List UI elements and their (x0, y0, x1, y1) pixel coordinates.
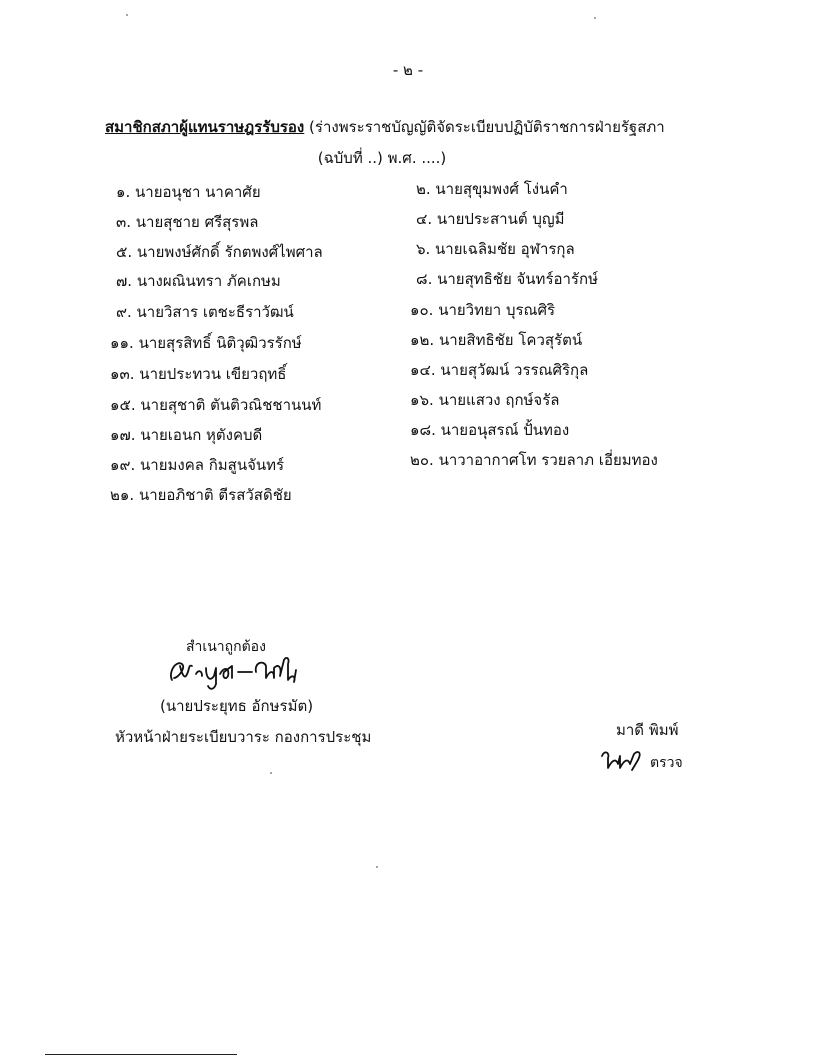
heading-bill-edition: (ฉบับที่ ..) พ.ศ. ....) (317, 149, 447, 167)
member-item: ๘. นายสุทธิชัย จันทร์อารักษ์ (416, 270, 598, 288)
heading-title: สมาชิกสภาผู้แทนราษฎรรับรอง (105, 118, 305, 136)
member-item: ๑๕. นายสุชาติ ตันติวณิชชานนท์ (110, 396, 322, 414)
scan-speck (126, 14, 128, 16)
member-item: ๕. นายพงษ์ศักดิ์ รักตพงศ์ไพศาล (116, 243, 323, 261)
member-item: ๒. นายสุขุมพงศ์ โง่นคำ (416, 180, 568, 198)
heading (105, 115, 745, 139)
member-item: ๒๐. นาวาอากาศโท รวยลาภ เอี่ยมทอง (410, 451, 658, 469)
member-item: ๑๙. นายมงคล กิมสูนจันทร์ (110, 456, 285, 474)
checker-initials (598, 746, 648, 778)
member-item: ๓. นายสุชาย ศรีสุรพล (116, 213, 259, 231)
member-item: ๒๑. นายอภิชาติ ตีรสวัสดิชัย (110, 486, 292, 504)
heading-bill-name: (ร่างพระราชบัญญัติจัดระเบียบปฏิบัติราชการฝ่ายรัฐสภา (309, 118, 665, 136)
member-item: ๑๖. นายแสวง ฤกษ์จรัล (410, 391, 560, 409)
handwritten-signature (166, 648, 316, 694)
member-item: ๗. นางผณินทรา ภัคเกษม (116, 272, 281, 290)
scan-speck (594, 17, 596, 19)
member-item: ๙. นายวิสาร เตชะธีราวัฒน์ (116, 303, 294, 321)
member-item: ๑๐. นายวิทยา บุรณศิริ (410, 301, 556, 319)
member-item: ๑๑. นายสุรสิทธิ์ นิติวุฒิวรรักษ์ (110, 334, 302, 352)
certification-label: สำเนาถูกต้อง (186, 639, 266, 655)
scan-speck (376, 866, 378, 868)
scan-speck (270, 772, 272, 774)
member-item: ๑๒. นายสิทธิชัย โควสุรัตน์ (410, 331, 583, 349)
member-item: ๑๓. นายประทวน เขียวฤทธิ์ (110, 365, 287, 383)
member-item: ๑๗. นายเอนก หุตังคบดี (110, 426, 263, 444)
page-number: - ๒ - (392, 61, 424, 79)
member-item: ๑. นายอนุชา นาคาศัย (116, 183, 261, 201)
member-item: ๑๔. นายสุวัฒน์ วรรณศิริกุล (410, 361, 589, 379)
member-item: ๔. นายประสานต์ บุญมี (416, 210, 565, 228)
typist-note: มาดี พิมพ์ (616, 721, 679, 739)
certifier-signature (166, 648, 316, 698)
checker-note: ตรวจ (650, 755, 683, 771)
signer-title: หัวหน้าฝ่ายระเบียบวาระ กองการประชุม (115, 728, 372, 746)
member-item: ๖. นายเฉลิมชัย อุฬารกุล (416, 240, 575, 258)
handwritten-initials (598, 746, 648, 774)
signer-name: (นายประยุทธ อักษรมัต) (160, 697, 314, 715)
footer-rule (45, 1054, 237, 1055)
member-item: ๑๘. นายอนุสรณ์ ปั้นทอง (410, 421, 570, 439)
